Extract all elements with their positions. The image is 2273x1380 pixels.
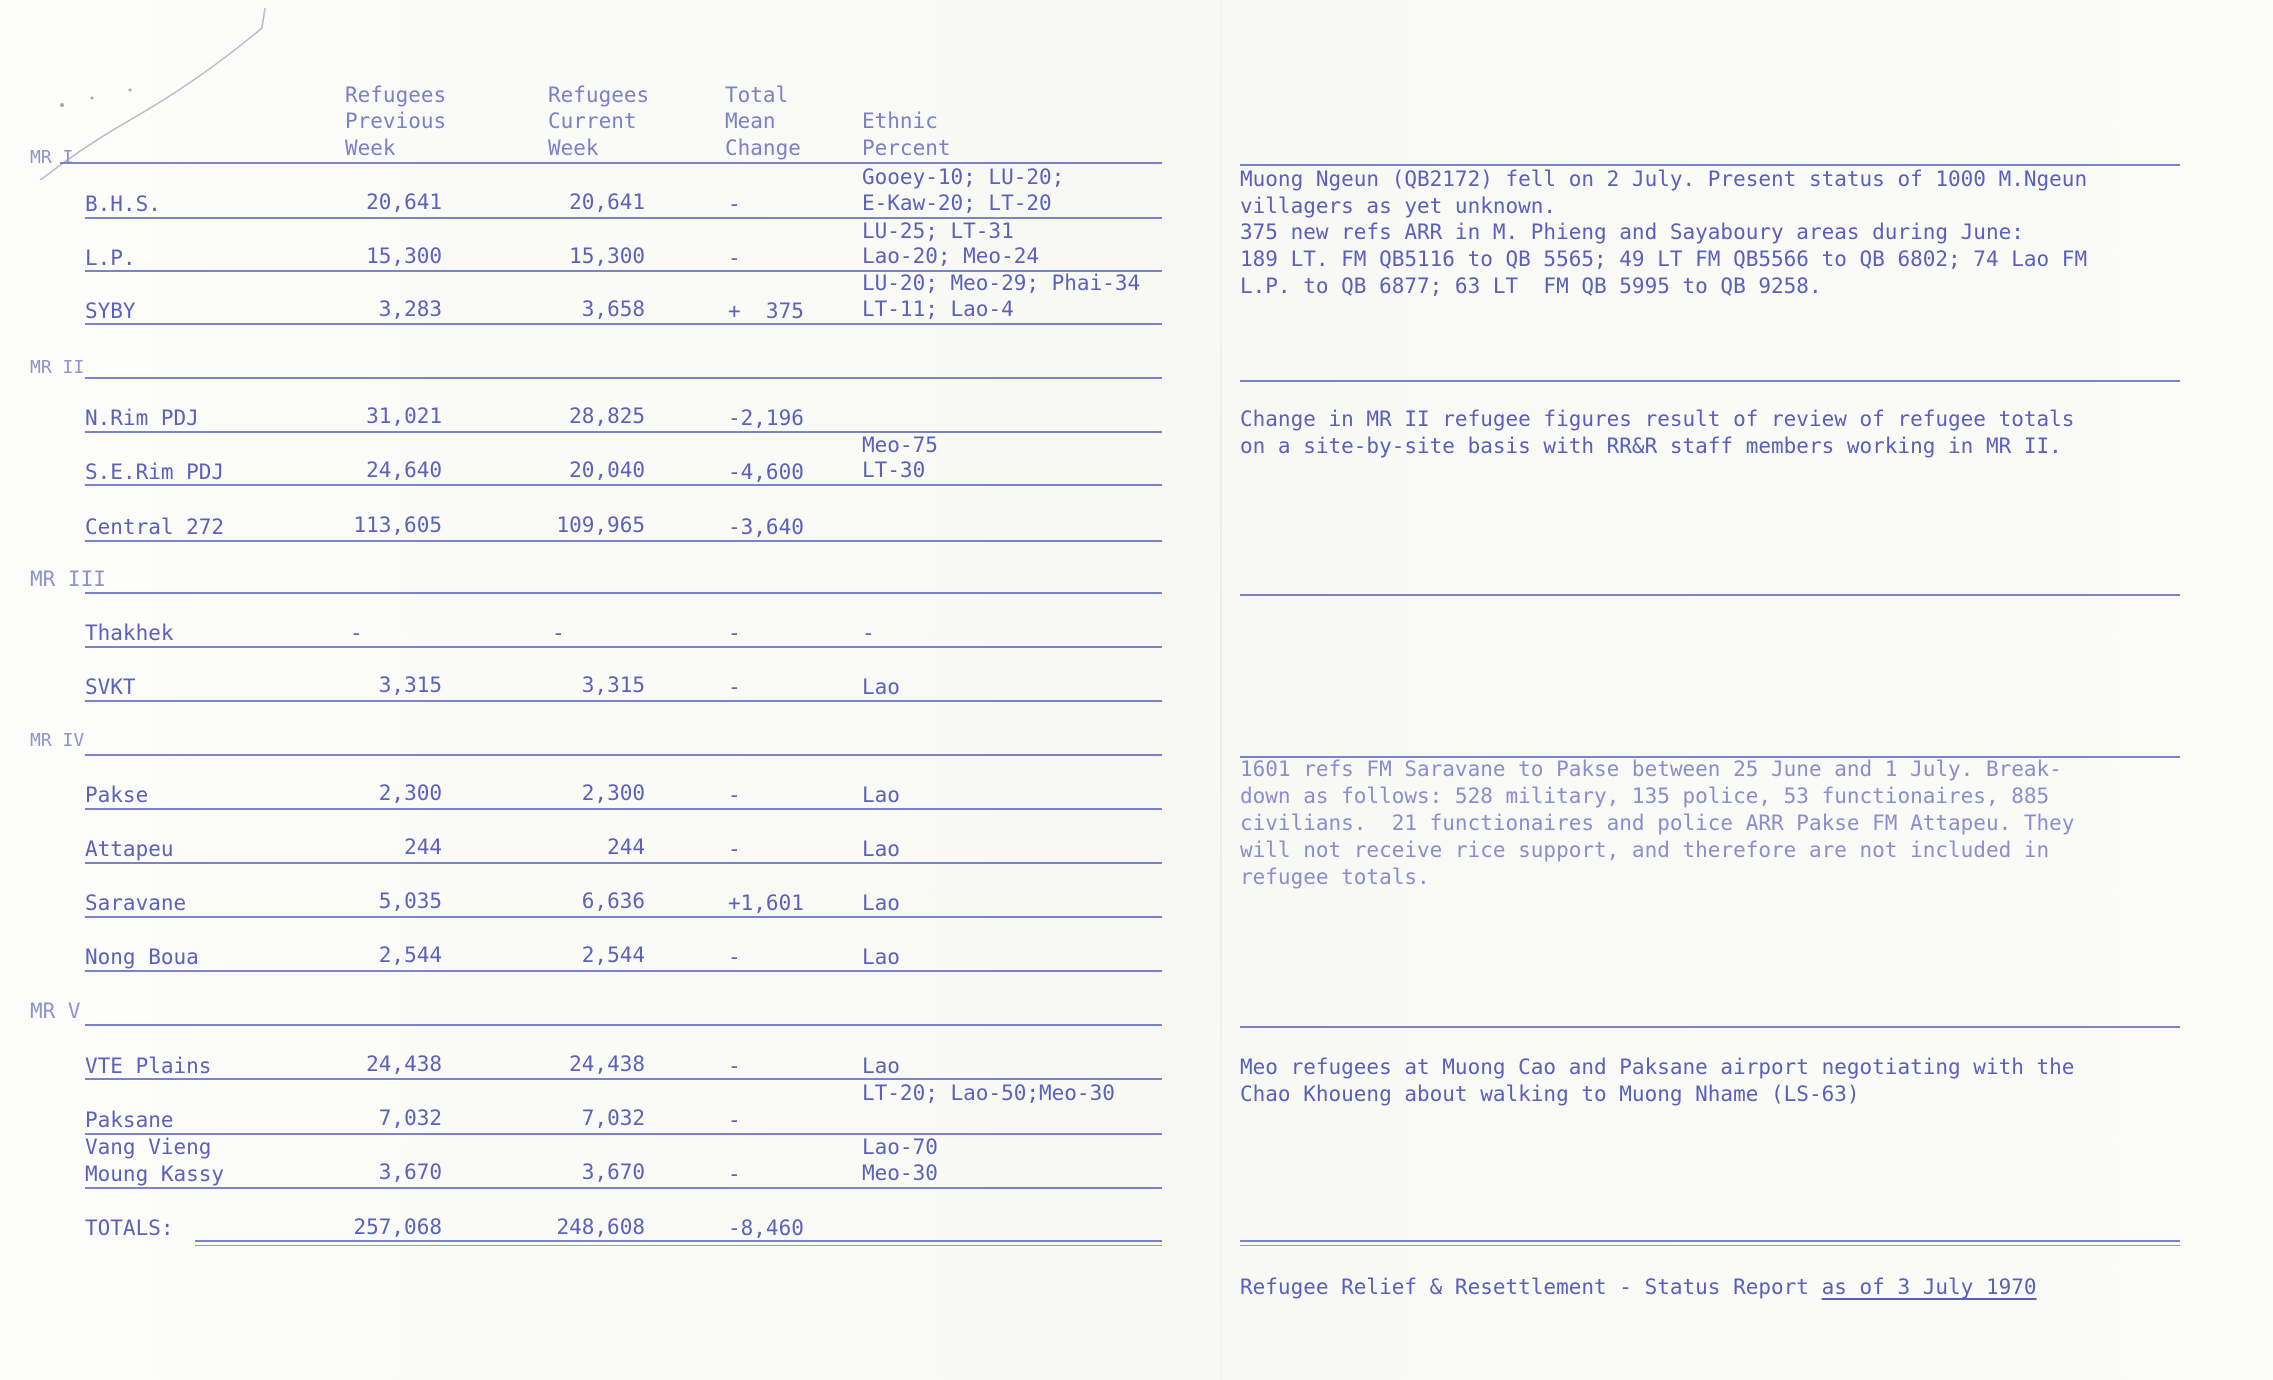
row-curr: 244 xyxy=(607,835,645,859)
row-rule xyxy=(85,700,1162,702)
row-change: + 375 xyxy=(728,299,804,323)
row-change: - xyxy=(728,1108,741,1132)
row-ethnic: LT-30 xyxy=(862,458,926,482)
note-mr1-line: 189 LT. FM QB5116 to QB 5565; 49 LT FM QB5566 to QB 6802; 74 Lao FM xyxy=(1240,247,2088,271)
row-curr: 20,641 xyxy=(569,190,645,214)
header-mean-change-2: Mean xyxy=(725,109,776,133)
row-rule xyxy=(85,540,1162,542)
row-prev: 20,641 xyxy=(366,190,442,214)
totals-curr: 248,608 xyxy=(556,1215,645,1239)
notes-rule-mr2 xyxy=(1240,380,2180,382)
header-mean-change-1: Total xyxy=(725,83,789,107)
region-mr5: MR V xyxy=(30,999,81,1023)
row-prev: 3,670 xyxy=(378,1160,442,1184)
notes-footer-rule xyxy=(1240,1240,2180,1242)
row-ethnic: Lao-20; Meo-24 xyxy=(862,244,1040,268)
row-curr: - xyxy=(552,621,565,645)
note-mr4-line: refugee totals. xyxy=(1240,865,1430,889)
note-mr1-line: L.P. to QB 6877; 63 LT FM QB 5995 to QB 9258. xyxy=(1240,274,1822,298)
header-curr-week-2: Current xyxy=(548,109,637,133)
note-mr4-line: civilians. 21 functionaires and police ARR Pakse FM Attapeu. They xyxy=(1240,811,2075,835)
row-prev: 15,300 xyxy=(366,244,442,268)
row-prev: 24,640 xyxy=(366,458,442,482)
region-rule-mr2 xyxy=(85,377,1162,379)
totals-change: -8,460 xyxy=(728,1216,804,1240)
note-mr5-line: Meo refugees at Muong Cao and Paksane airport negotiating with the xyxy=(1240,1055,2075,1079)
report-date: as of 3 July 1970 xyxy=(1821,1275,2037,1299)
row-prev: 3,283 xyxy=(378,297,442,321)
row-site: Attapeu xyxy=(85,837,174,861)
row-change: - xyxy=(728,945,741,969)
row-change: - xyxy=(728,1162,741,1186)
region-rule-mr5 xyxy=(85,1024,1162,1026)
row-change: - xyxy=(728,783,741,807)
row-curr: 3,315 xyxy=(581,673,645,697)
row-ethnic: Lao xyxy=(862,1054,900,1078)
row-site: Thakhek xyxy=(85,621,174,645)
row-ethnic: Lao xyxy=(862,675,900,699)
report-title: Refugee Relief & Resettlement - Status Report xyxy=(1240,1275,1822,1299)
row-rule xyxy=(85,808,1162,810)
note-mr2-line: on a site-by-site basis with RR&R staff members working in MR II. xyxy=(1240,434,2062,458)
row-rule xyxy=(85,646,1162,648)
note-mr4-line: will not receive rice support, and therefore are not included in xyxy=(1240,838,2050,862)
notes-rule-mr5 xyxy=(1240,1026,2180,1028)
row-prev: 244 xyxy=(404,835,442,859)
row-change: -4,600 xyxy=(728,460,804,484)
header-curr-week-1: Refugees xyxy=(548,83,650,107)
header-prev-week-3: Week xyxy=(345,136,396,160)
row-ethnic: LU-20; Meo-29; Phai-34 xyxy=(862,271,1141,295)
row-ethnic: E-Kaw-20; LT-20 xyxy=(862,191,1052,215)
row-prev: 113,605 xyxy=(353,513,442,537)
row-rule xyxy=(85,916,1162,918)
header-ethnic-1: Ethnic xyxy=(862,109,938,133)
row-site: SYBY xyxy=(85,299,136,323)
page-fold xyxy=(1220,0,1222,1380)
row-ethnic: Lao-70 xyxy=(862,1135,938,1159)
row-site: Pakse xyxy=(85,783,149,807)
note-mr4-line: down as follows: 528 military, 135 police, 53 functionaires, 885 xyxy=(1240,784,2050,808)
row-change: - xyxy=(728,1054,741,1078)
row-site: Saravane xyxy=(85,891,187,915)
row-curr: 24,438 xyxy=(569,1052,645,1076)
row-site: B.H.S. xyxy=(85,192,161,216)
note-mr4-line: 1601 refs FM Saravane to Pakse between 25 June and 1 July. Break- xyxy=(1240,757,2062,781)
row-change: -3,640 xyxy=(728,515,804,539)
row-ethnic: Meo-75 xyxy=(862,433,938,457)
row-site: L.P. xyxy=(85,246,136,270)
row-curr: 28,825 xyxy=(569,404,645,428)
note-mr5-line: Chao Khoueng about walking to Muong Nhame (LS-63) xyxy=(1240,1082,1860,1106)
row-ethnic: Meo-30 xyxy=(862,1161,938,1185)
notes-footer-rule-double xyxy=(1240,1245,2180,1246)
region-mr2: MR II xyxy=(30,357,85,378)
row-prev: 2,300 xyxy=(378,781,442,805)
row-site: Paksane xyxy=(85,1108,174,1132)
region-mr4: MR IV xyxy=(30,730,85,751)
row-ethnic: Lao xyxy=(862,783,900,807)
row-site: S.E.Rim PDJ xyxy=(85,460,225,484)
row-ethnic: LU-25; LT-31 xyxy=(862,219,1014,243)
region-mr3: MR III xyxy=(30,567,106,591)
row-ethnic: - xyxy=(862,621,875,645)
row-rule xyxy=(85,862,1162,864)
row-ethnic: Lao xyxy=(862,945,900,969)
row-ethnic: Lao xyxy=(862,891,900,915)
row-ethnic: Lao xyxy=(862,837,900,861)
row-rule xyxy=(85,484,1162,486)
header-prev-week-2: Previous xyxy=(345,109,447,133)
row-curr: 15,300 xyxy=(569,244,645,268)
row-prev: 7,032 xyxy=(378,1106,442,1130)
row-prev: 5,035 xyxy=(378,889,442,913)
row-site: Central 272 xyxy=(85,515,225,539)
totals-rule xyxy=(195,1240,1162,1242)
row-site: N.Rim PDJ xyxy=(85,406,199,430)
row-change: +1,601 xyxy=(728,891,804,915)
row-prev: 31,021 xyxy=(366,404,442,428)
row-site: VTE Plains xyxy=(85,1054,212,1078)
row-curr: 2,300 xyxy=(581,781,645,805)
row-ethnic: LT-11; Lao-4 xyxy=(862,297,1014,321)
row-curr: 7,032 xyxy=(581,1106,645,1130)
header-mean-change-3: Change xyxy=(725,136,801,160)
row-rule xyxy=(85,1133,1162,1135)
row-rule xyxy=(85,1187,1162,1189)
header-prev-week-1: Refugees xyxy=(345,83,447,107)
header-curr-week-3: Week xyxy=(548,136,599,160)
note-mr2-line: Change in MR II refugee figures result of review of refugee totals xyxy=(1240,407,2075,431)
row-change: - xyxy=(728,675,741,699)
row-curr: 20,040 xyxy=(569,458,645,482)
note-mr1-line: Muong Ngeun (QB2172) fell on 2 July. Present status of 1000 M.Ngeun xyxy=(1240,167,2088,191)
row-rule xyxy=(85,323,1162,325)
row-curr: 3,670 xyxy=(581,1160,645,1184)
row-site: SVKT xyxy=(85,675,136,699)
row-site: Nong Boua xyxy=(85,945,199,969)
row-curr: 3,658 xyxy=(581,297,645,321)
row-change: -2,196 xyxy=(728,406,804,430)
notes-rule-mr3 xyxy=(1240,594,2180,596)
report-footer xyxy=(1240,1275,2037,1299)
totals-prev: 257,068 xyxy=(353,1215,442,1239)
row-change: - xyxy=(728,621,741,645)
row-prev: 24,438 xyxy=(366,1052,442,1076)
row-change: - xyxy=(728,246,741,270)
row-rule xyxy=(85,970,1162,972)
row-change: - xyxy=(728,192,741,216)
row-ethnic: Gooey-10; LU-20; xyxy=(862,165,1065,189)
totals-rule-double xyxy=(195,1245,1162,1246)
region-rule-mr3 xyxy=(85,592,1162,594)
row-prev: - xyxy=(350,621,363,645)
note-mr1-line: 375 new refs ARR in M. Phieng and Sayaboury areas during June: xyxy=(1240,220,2024,244)
totals-label: TOTALS: xyxy=(85,1216,174,1240)
region-mr1: MR I xyxy=(30,147,74,168)
row-site: Moung Kassy xyxy=(85,1162,225,1186)
row-prev: 3,315 xyxy=(378,673,442,697)
row-curr: 2,544 xyxy=(581,943,645,967)
row-rule xyxy=(85,431,1162,433)
row-curr: 6,636 xyxy=(581,889,645,913)
row-ethnic: LT-20; Lao-50;Meo-30 xyxy=(862,1081,1115,1105)
row-change: - xyxy=(728,837,741,861)
region-rule-mr4 xyxy=(85,754,1162,756)
row-prev: 2,544 xyxy=(378,943,442,967)
note-mr1-line: villagers as yet unknown. xyxy=(1240,194,1557,218)
row-curr: 109,965 xyxy=(556,513,645,537)
header-ethnic-2: Percent xyxy=(862,136,951,160)
row-site: Vang Vieng xyxy=(85,1135,212,1159)
